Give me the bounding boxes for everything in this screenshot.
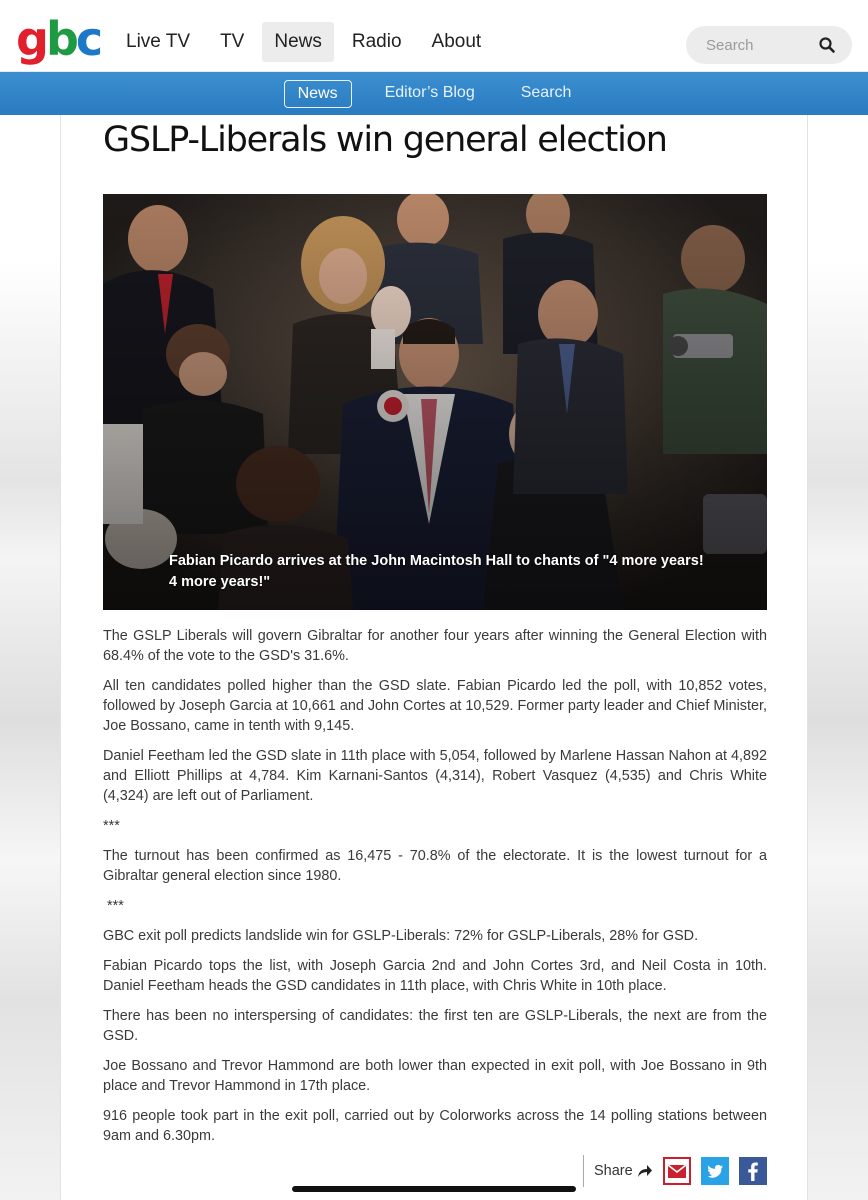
article-paragraph: GBC exit poll predicts landslide win for GSLP-Liberals: 72% for GSLP-Liberals, 28% for GSD.	[103, 928, 699, 944]
article-paragraph: 916 people took part in the exit poll, carried out by Colorworks across the 14 polling stations between 9am and 6.30pm.	[103, 1108, 767, 1144]
gbc-logo[interactable]: gbc	[16, 12, 101, 66]
share-label: Share	[594, 1163, 633, 1179]
nav-item-radio[interactable]: Radio	[351, 31, 402, 52]
search-box	[686, 26, 852, 64]
article-paragraph: All ten candidates polled higher than the GSD slate. Fabian Picardo led the poll, with 10,852 votes, followed by Joseph Garcia at 10,661 and John Cortes at 10,529. Former party leader and Chief Minister, Joe Bossano, came in tenth with 9,145.	[103, 678, 767, 734]
main-nav	[114, 22, 499, 62]
home-indicator[interactable]	[292, 1186, 576, 1192]
crowd-photo-illustration	[103, 194, 767, 610]
separator-text: ***	[103, 898, 124, 914]
article-paragraph: Joe Bossano and Trevor Hammond are both lower than expected in exit poll, with Joe Bossano in 9th place and Trevor Hammond in 17th place.	[103, 1058, 767, 1094]
article-body	[103, 626, 767, 1156]
nav-item-news[interactable]: News	[262, 22, 334, 62]
facebook-share-button[interactable]	[739, 1157, 767, 1185]
twitter-share-button[interactable]	[701, 1157, 729, 1185]
top-bar	[0, 0, 868, 72]
article-paragraph: The GSLP Liberals will govern Gibraltar for another four years after winning the General Election with 68.4% of the vote to the GSD's 31.6%.	[103, 628, 767, 664]
article-paragraph: Daniel Feetham led the GSD slate in 11th place with 5,054, followed by Marlene Hassan Nahon at 4,892 and Elliott Phillips at 4,784. Kim Karnani-Santos (4,314), Robert Vasquez (4,535) and Chris White (4,324) are left out of Parliament.	[103, 748, 767, 804]
share-bar	[583, 1155, 773, 1187]
search-input[interactable]	[706, 35, 816, 55]
subnav-item-search[interactable]: Search	[520, 83, 572, 101]
subnav-item-editors-blog[interactable]: Editor’s Blog	[384, 83, 475, 101]
image-caption: Fabian Picardo arrives at the John Macintosh Hall to chants of "4 more years! 4 more years!"	[169, 553, 704, 590]
nav-item-live-tv[interactable]: Live TV	[126, 31, 191, 52]
article-paragraph: The turnout has been confirmed as 16,475 - 70.8% of the electorate. It is the lowest turnout for a Gibraltar general election since 1980.	[103, 848, 767, 884]
article-paragraph: There has been no interspersing of candidates: the first ten are GSLP-Liberals, the next are from the GSD.	[103, 1008, 767, 1044]
sub-nav	[0, 72, 868, 115]
email-share-button[interactable]	[663, 1157, 691, 1185]
subnav-item-news[interactable]: News	[284, 80, 352, 108]
article-paragraph: Fabian Picardo tops the list, with Joseph Garcia 2nd and John Cortes 3rd, and Neil Costa in 10th. Daniel Feetham heads the GSD candidates in 11th place, with Chris White in 10th place.	[103, 958, 767, 994]
article-photo[interactable]	[103, 194, 767, 610]
nav-item-about[interactable]: About	[431, 31, 482, 52]
article-headline: GSLP-Liberals win general election	[103, 120, 667, 160]
search-icon[interactable]	[818, 36, 836, 54]
nav-item-tv[interactable]: TV	[220, 31, 245, 52]
article-container	[60, 115, 808, 1200]
separator-text: ***	[103, 818, 120, 834]
share-arrow-icon	[637, 1164, 653, 1178]
